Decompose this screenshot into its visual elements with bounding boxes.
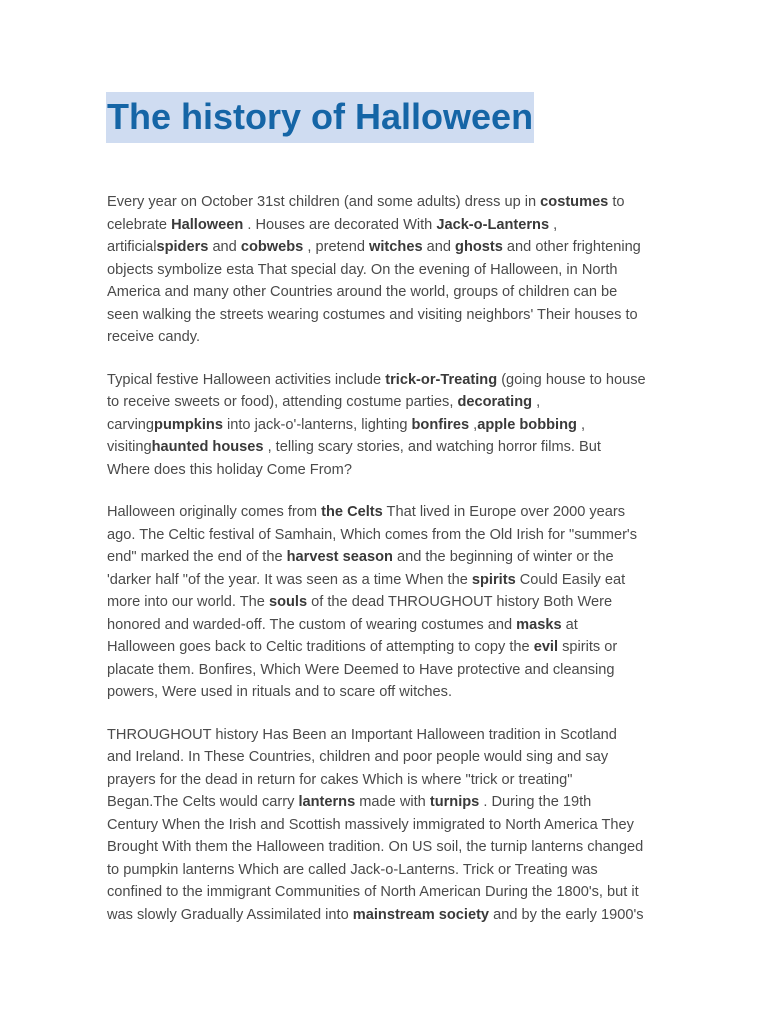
text-line xyxy=(107,546,663,569)
text-run: receive candy. xyxy=(107,329,201,345)
text-run: prayers for the dead in return for cakes Which is where "trick or treating" xyxy=(107,771,573,788)
text-run: visiting xyxy=(107,439,152,455)
bold-term: cobwebs xyxy=(240,239,304,255)
document-body xyxy=(107,191,663,926)
bold-term: apple bobbing xyxy=(477,416,577,433)
bold-term: ghosts xyxy=(455,239,503,255)
text-run: THROUGHOUT history Has Been an Important Halloween tradition in Scotland xyxy=(107,726,617,743)
text-run: at xyxy=(561,616,578,633)
text-line xyxy=(107,304,663,327)
text-run: Brought With them the Halloween tradition. On US soil, the turnip lanterns changed xyxy=(107,839,644,855)
text-run: to xyxy=(608,194,625,210)
bold-term: bonfires xyxy=(411,416,470,433)
title-highlight[interactable] xyxy=(106,92,534,143)
text-run: end" marked the end of the xyxy=(107,549,287,565)
text-run: , xyxy=(532,394,541,410)
text-run: and xyxy=(422,239,456,255)
text-line xyxy=(107,214,663,237)
bold-term: evil xyxy=(533,639,559,655)
document-page xyxy=(107,92,663,946)
bold-term: trick-or-Treating xyxy=(385,371,498,388)
text-line xyxy=(107,569,663,592)
text-run: Halloween originally comes from xyxy=(107,504,322,520)
text-line xyxy=(107,769,663,792)
text-line xyxy=(107,724,663,747)
text-line xyxy=(107,369,663,392)
text-line xyxy=(107,791,663,814)
text-line xyxy=(107,859,663,882)
text-run: ago. The Celtic festival of Samhain, Which comes from the Old Irish for "summer's xyxy=(107,526,638,543)
text-run: . Houses are decorated With xyxy=(243,216,437,233)
bold-term: souls xyxy=(268,594,308,610)
text-line xyxy=(107,259,663,282)
text-run: honored and warded-off. The custom of wearing costumes and xyxy=(107,616,517,633)
bold-term: haunted houses xyxy=(151,439,264,455)
paragraph-4 xyxy=(107,724,663,927)
bold-term: spiders xyxy=(156,239,209,255)
text-line xyxy=(107,746,663,769)
bold-term: harvest season xyxy=(286,549,393,565)
text-run: and the beginning of winter or the xyxy=(392,549,614,565)
text-line xyxy=(107,836,663,859)
text-run: more into our world. The xyxy=(107,594,269,610)
text-line xyxy=(107,281,663,304)
text-run: Began.The Celts would carry xyxy=(107,794,299,810)
bold-term: pumpkins xyxy=(154,416,223,433)
text-run: objects symbolize esta That special day. On the evening of Halloween, in North xyxy=(107,261,618,278)
text-run: (going house to house xyxy=(497,371,646,388)
text-line xyxy=(107,326,663,349)
text-run: , xyxy=(576,416,586,433)
text-run: Could Easily eat xyxy=(515,571,626,588)
text-run: , xyxy=(549,216,558,233)
text-run: America and many other Countries around the world, groups of children can be xyxy=(107,284,618,300)
text-run: and other frightening xyxy=(502,239,641,255)
paragraph-1 xyxy=(107,191,663,349)
text-run: carving xyxy=(107,416,155,433)
bold-term: decorating xyxy=(457,394,533,410)
bold-term: witches xyxy=(369,239,423,255)
text-line xyxy=(107,524,663,547)
paragraph-3 xyxy=(107,501,663,704)
text-line xyxy=(107,436,663,459)
text-run: That lived in Europe over 2000 years xyxy=(382,504,626,520)
text-run: confined to the immigrant Communities of North American During the 1800's, but it xyxy=(107,884,639,900)
text-line xyxy=(107,636,663,659)
text-line xyxy=(107,191,663,214)
page-title: The history of Halloween xyxy=(107,96,534,137)
text-line xyxy=(107,814,663,837)
text-line xyxy=(107,614,663,637)
text-line xyxy=(107,904,663,927)
text-run: and Ireland. In These Countries, children and poor people would sing and say xyxy=(107,749,609,765)
text-line xyxy=(107,236,663,259)
bold-term: spirits xyxy=(471,571,516,588)
text-run: spirits or xyxy=(558,639,618,655)
text-run: to receive sweets or food), attending costume parties, xyxy=(107,394,458,410)
text-run: artificial xyxy=(107,239,157,255)
text-line xyxy=(107,501,663,524)
bold-term: costumes xyxy=(540,194,609,210)
bold-term: mainstream society xyxy=(352,906,490,923)
bold-term: masks xyxy=(516,616,562,633)
bold-term: lanterns xyxy=(298,794,356,810)
text-line xyxy=(107,681,663,704)
text-run: of the dead THROUGHOUT history Both Were xyxy=(307,594,613,610)
text-run: Every year on October 31st children (and some adults) dress up in xyxy=(107,194,541,210)
text-run: placate them. Bonfires, Which Were Deemed to Have protective and cleansing xyxy=(107,661,615,678)
bold-term: Halloween xyxy=(171,216,244,233)
text-run: , xyxy=(469,416,478,433)
text-line xyxy=(107,659,663,682)
text-run: , telling scary stories, and watching horror films. But xyxy=(263,439,601,455)
bold-term: turnips xyxy=(429,794,480,810)
text-run: seen walking the streets wearing costumes and visiting neighbors' Their houses to xyxy=(107,306,638,323)
text-run: , pretend xyxy=(303,239,370,255)
text-run: Typical festive Halloween activities include xyxy=(107,371,386,388)
text-run: and xyxy=(208,239,241,255)
text-run: Halloween goes back to Celtic traditions of attempting to copy the xyxy=(107,639,534,655)
text-run: celebrate xyxy=(107,216,172,233)
text-run: 'darker half "of the year. It was seen as a time When the xyxy=(107,571,472,588)
bold-term: the Celts xyxy=(321,504,383,520)
text-run: powers, Were used in rituals and to scare off witches. xyxy=(107,684,453,700)
paragraph-2 xyxy=(107,369,663,482)
text-line xyxy=(107,591,663,614)
text-line xyxy=(107,881,663,904)
text-run: Where does this holiday Come From? xyxy=(107,461,352,478)
text-run: . During the 19th xyxy=(479,794,592,810)
text-run: to pumpkin lanterns Which are called Jack-o-Lanterns. Trick or Treating was xyxy=(107,861,598,878)
text-line xyxy=(107,459,663,482)
text-run: Century When the Irish and Scottish massively immigrated to North America They xyxy=(107,816,634,833)
bold-term: Jack-o-Lanterns xyxy=(436,216,550,233)
text-run: and by the early 1900's xyxy=(489,906,644,923)
text-line xyxy=(107,391,663,414)
text-run: into jack-o'-lanterns, lighting xyxy=(222,416,412,433)
text-run: was slowly Gradually Assimilated into xyxy=(107,906,353,923)
text-line xyxy=(107,414,663,437)
text-run: made with xyxy=(355,794,430,810)
